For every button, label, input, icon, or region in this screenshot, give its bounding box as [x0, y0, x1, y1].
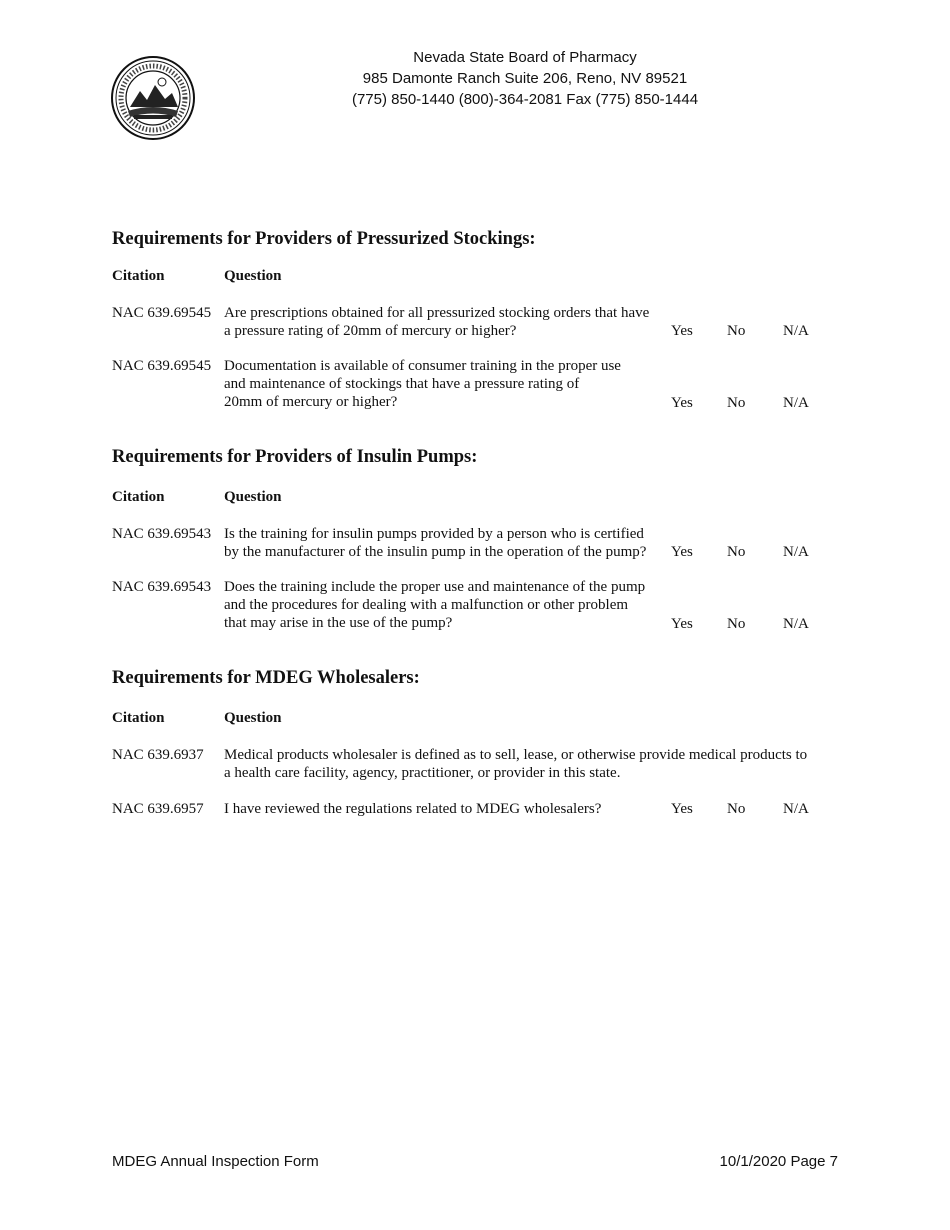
citation-cell: NAC 639.69543: [112, 579, 212, 595]
na-option[interactable]: N/A: [783, 544, 809, 560]
na-option[interactable]: N/A: [783, 616, 809, 632]
no-option[interactable]: No: [727, 395, 746, 411]
question-line: Does the training include the proper use and maintenance of the pump: [224, 579, 646, 595]
question-line: by the manufacturer of the insulin pump in the operation of the pump?: [224, 544, 647, 560]
no-option[interactable]: No: [727, 801, 746, 817]
no-option[interactable]: No: [727, 616, 746, 632]
question-line: Is the training for insulin pumps provided by a person who is certified: [224, 526, 644, 542]
question-cell: [224, 525, 646, 561]
citation-cell: NAC 639.6957: [112, 801, 204, 817]
footer-date-page: 10/1/2020 Page 7: [719, 1153, 838, 1170]
question-cell: [224, 800, 601, 818]
question-cell: [224, 578, 645, 632]
question-line: I have reviewed the regulations related to MDEG wholesalers?: [224, 801, 602, 817]
footer-form-name: MDEG Annual Inspection Form: [112, 1153, 319, 1170]
letterhead-address: 985 Damonte Ranch Suite 206, Reno, NV 89521: [362, 70, 688, 87]
citation-cell: NAC 639.6937: [112, 747, 204, 763]
section-title: Requirements for Providers of Insulin Pumps:: [112, 447, 478, 467]
question-line: Are prescriptions obtained for all pressurized stocking orders that have: [224, 305, 650, 321]
section-title: Requirements for MDEG Wholesalers:: [112, 668, 420, 688]
question-header: Question: [224, 268, 282, 284]
letterhead: [250, 47, 800, 110]
yes-option[interactable]: Yes: [671, 323, 693, 339]
citation-header: Citation: [112, 489, 165, 505]
no-option[interactable]: No: [727, 544, 746, 560]
citation-cell: NAC 639.69543: [112, 526, 212, 542]
yes-option[interactable]: Yes: [671, 395, 693, 411]
citation-cell: NAC 639.69545: [112, 358, 212, 374]
na-option[interactable]: N/A: [783, 395, 809, 411]
question-line: and maintenance of stockings that have a pressure rating of: [224, 376, 580, 392]
question-cell: [224, 304, 649, 340]
question-line: that may arise in the use of the pump?: [224, 615, 453, 631]
question-header: Question: [224, 489, 282, 505]
section-title: Requirements for Providers of Pressurized Stockings:: [112, 229, 536, 249]
question-line: 20mm of mercury or higher?: [224, 394, 398, 410]
citation-cell: NAC 639.69545: [112, 305, 212, 321]
na-option[interactable]: N/A: [783, 323, 809, 339]
question-line: Medical products wholesaler is defined as to sell, lease, or otherwise provide medical products to: [224, 747, 808, 763]
question-header: Question: [224, 710, 282, 726]
letterhead-phones: (775) 850-1440 (800)-364-2081 Fax (775) 850-1444: [351, 91, 699, 108]
question-cell: [224, 357, 621, 411]
yes-option[interactable]: Yes: [671, 801, 693, 817]
definition-cell: [224, 746, 807, 782]
letterhead-org: Nevada State Board of Pharmacy: [413, 49, 637, 66]
question-line: Documentation is available of consumer training in the proper use: [224, 358, 621, 374]
citation-header: Citation: [112, 268, 165, 284]
state-seal-logo: [110, 55, 196, 141]
no-option[interactable]: No: [727, 323, 746, 339]
na-option[interactable]: N/A: [783, 801, 809, 817]
question-line: a health care facility, agency, practitioner, or provider in this state.: [224, 765, 621, 781]
question-line: and the procedures for dealing with a malfunction or other problem: [224, 597, 629, 613]
citation-header: Citation: [112, 710, 165, 726]
question-line: a pressure rating of 20mm of mercury or higher?: [224, 323, 517, 339]
yes-option[interactable]: Yes: [671, 616, 693, 632]
yes-option[interactable]: Yes: [671, 544, 693, 560]
